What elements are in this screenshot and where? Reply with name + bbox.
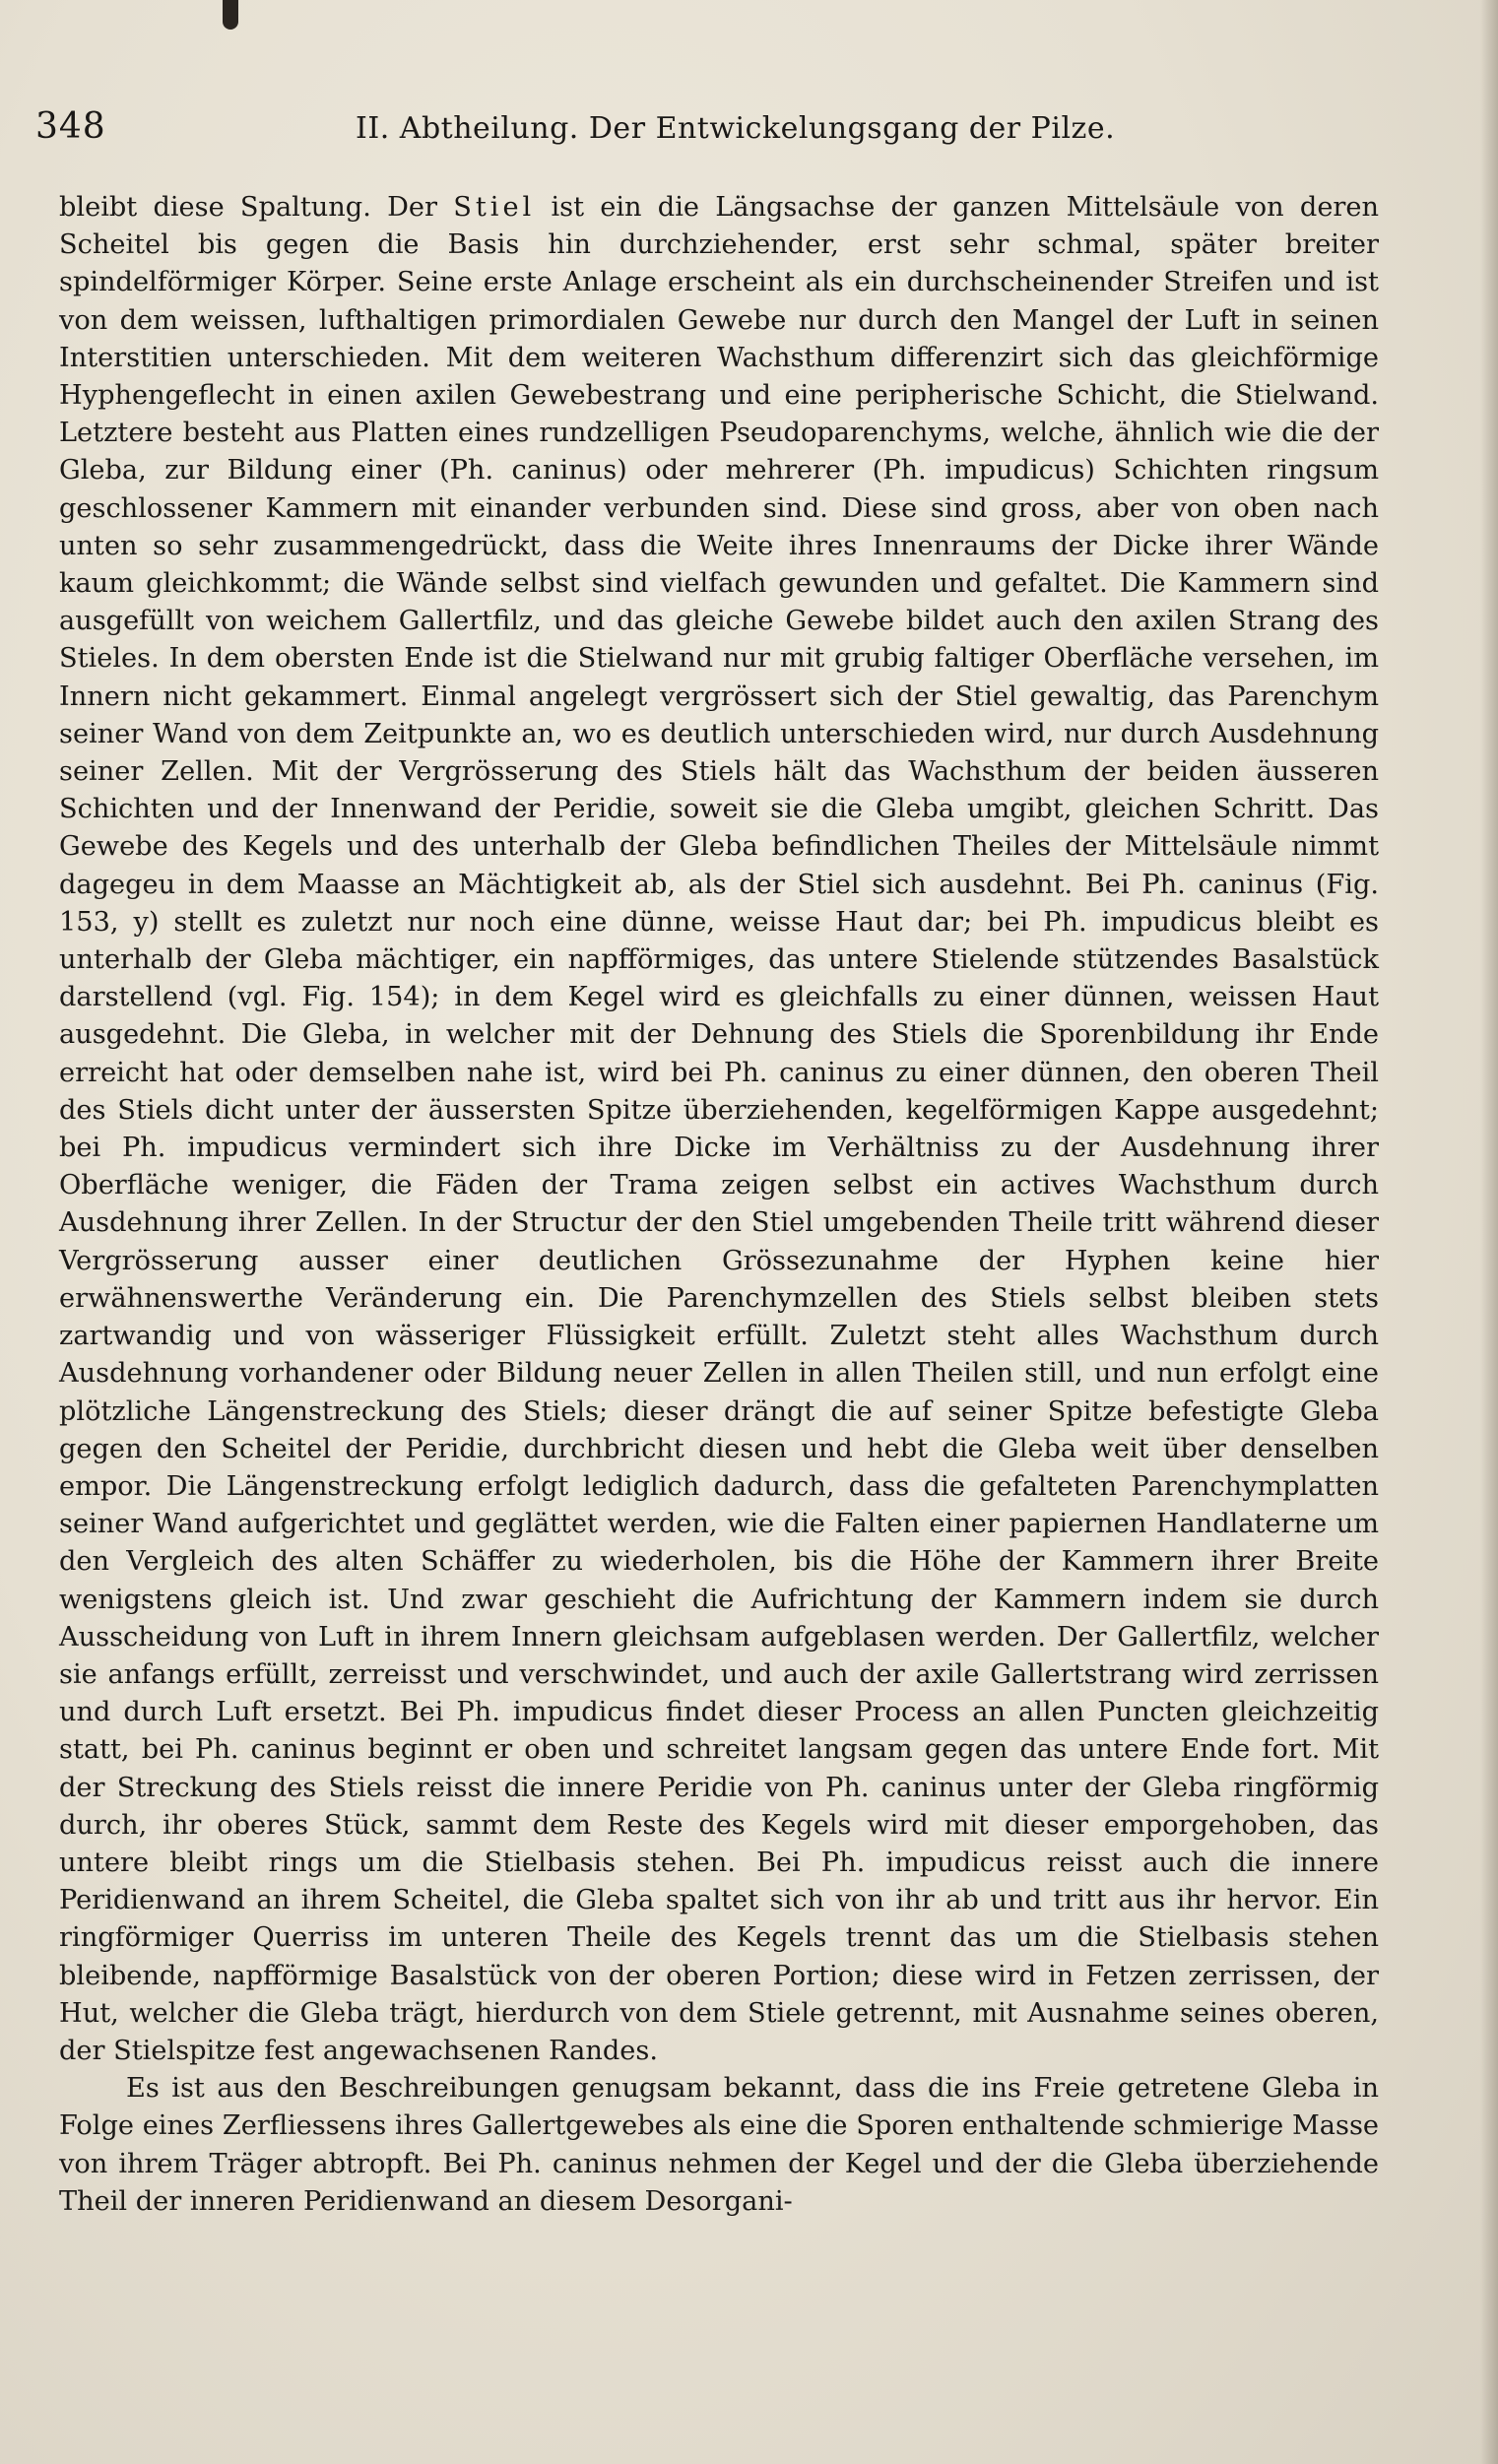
- paragraph-rest: ist ein die Längsachse der ganzen Mittelsäule von deren Scheitel bis gegen die Basis hin durchziehender, erst sehr schmal, später breiter spindelförmiger Körper. Seine erste Anlage erscheint als ein durchscheinender Streifen und ist von dem weissen, lufthaltigen primordialen Gewebe nur durch den Mangel der Luft in seinen Interstitien unterschieden. Mit dem weiteren Wachsthum differenzirt sich das gleichförmige Hyphengeflecht in einen axilen Gewebestrang und eine peripherische Schicht, die Stielwand. Letztere besteht aus Platten eines rundzelligen Pseudoparenchyms, welche, ähnlich wie die der Gleba, zur Bildung einer (Ph. caninus) oder mehrerer (Ph. impudicus) Schichten ringsum geschlossener Kammern mit einander verbunden sind. Diese sind gross, aber von oben nach unten so sehr zusammengedrückt, dass die Weite ihres Innenraums der Dicke ihrer Wände kaum gleichkommt; die Wände selbst sind vielfach gewunden und gefaltet. Die Kammern sind ausgefüllt von weichem Gallertfilz, und das gleiche Gewebe bildet auch den axilen Strang des Stieles. In dem obersten Ende ist die Stielwand nur mit grubig faltiger Oberfläche versehen, im Innern nicht gekammert. Einmal angelegt vergrössert sich der Stiel gewaltig, das Parenchym seiner Wand von dem Zeitpunkte an, wo es deutlich unterschieden wird, nur durch Ausdehnung seiner Zellen. Mit der Vergrösserung des Stiels hält das Wachsthum der beiden äusseren Schichten und der Innenwand der Peridie, soweit sie die Gleba umgibt, gleichen Schritt. Das Gewebe des Kegels und des unterhalb der Gleba befindlichen Theiles der Mittelsäule nimmt dagegeu in dem Maasse an Mächtigkeit ab, als der Stiel sich ausdehnt. Bei Ph. caninus (Fig. 153, y) stellt es zuletzt nur noch eine dünne, weisse Haut dar; bei Ph. impudicus bleibt es unterhalb der Gleba mächtiger, ein napfförmiges, das untere Stielende stützendes Basalstück darstellend (vgl. Fig. 154); in dem Kegel wird es gleichfalls zu einer dünnen, weissen Haut ausgedehnt. Die Gleba, in welcher mit der Dehnung des Stiels die Sporenbildung ihr Ende erreicht hat oder demselben nahe ist, wird bei Ph. caninus zu einer dünnen, den oberen Theil des Stiels dicht unter der äussersten Spitze überziehenden, kegelförmigen Kappe ausgedehnt; bei Ph. impudicus vermindert sich ihre Dicke im Verhältniss zu der Ausdehnung ihrer Oberfläche weniger, die Fäden der Trama zeigen selbst ein actives Wachsthum durch Ausdehnung ihrer Zellen. In der Structur der den Stiel umgebenden Theile tritt während dieser Vergrösserung ausser einer deutlichen Grössezunahme der Hyphen keine hier erwähnenswerthe Veränderung ein. Die Parenchymzellen des Stiels selbst bleiben stets zartwandig und von wässeriger Flüssigkeit erfüllt. Zuletzt steht alles Wachsthum durch Ausdehnung vorhandener oder Bildung neuer Zellen in allen Theilen still, und nun erfolgt eine plötzliche Längenstreckung des Stiels; dieser drängt die auf seiner Spitze befestigte Gleba gegen den Scheitel der Peridie, durchbricht diesen und hebt die Gleba weit über denselben empor. Die Längenstreckung erfolgt lediglich dadurch, dass die gefalteten Parenchymplatten seiner Wand aufgerichtet und geglättet werden, wie die Falten einer papiernen Handlaterne um den Vergleich des alten Schäffer zu wiederholen, bis die Höhe der Kammern ihrer Breite wenigstens gleich ist. Und zwar geschieht die Aufrichtung der Kammern indem sie durch Ausscheidung von Luft in ihrem Innern gleichsam aufgeblasen werden. Der Gallertfilz, welcher sie anfangs erfüllt, zerreisst und verschwindet, und auch der axile Gallertstrang wird zerrissen und durch Luft ersetzt. Bei Ph. impudicus findet dieser Process an allen Puncten gleichzeitig statt, bei Ph. caninus beginnt er oben und schreitet langsam gegen das untere Ende fort. Mit der Streckung des Stiels reisst die innere Peridie von Ph. caninus unter der Gleba ringförmig durch, ihr oberes Stück, sammt dem Reste des Kegels wird mit dieser emporgehoben, das untere bleibt rings um die Stielbasis stehen. Bei Ph. impudicus reisst auch die innere Peridienwand an ihrem Scheitel, die Gleba spaltet sich von ihr ab und tritt aus ihr hervor. Ein ringförmiger Querriss im unteren Theile des Kegels trennt das um die Stielbasis stehen bleibende, napfförmige Basalstück von der oberen Portion; diese wird in Fetzen zerrissen, der Hut, welcher die Gleba trägt, hierdurch von dem Stiele getrennt, mit Ausnahme seines oberen, der Stielspitze fest angewachsenen Randes.: [59, 192, 1380, 2066]
- ink-blot: [223, 0, 238, 30]
- page-edge-shadow: [1480, 0, 1498, 2464]
- paragraph: [59, 189, 1379, 2070]
- running-title: II. Abtheilung. Der Entwickelungsgang der Pilze.: [356, 111, 1116, 146]
- spaced-term: Stiel: [453, 192, 536, 223]
- body-text: [59, 189, 1379, 2221]
- page-header: [35, 106, 1434, 156]
- page-number: 348: [35, 106, 106, 147]
- paragraph-start: bleibt diese Spaltung. Der: [59, 192, 454, 223]
- paragraph: Es ist aus den Beschreibungen genugsam bekannt, dass die ins Freie getretene Gleba in Folge eines Zerfliessens ihres Gallertgewebes als eine die Sporen enthaltende schmierige Masse von ihrem Träger abtropft. Bei Ph. caninus nehmen der Kegel und der die Gleba überziehende Theil der inneren Peridienwand an diesem Desorgani-: [59, 2073, 1379, 2217]
